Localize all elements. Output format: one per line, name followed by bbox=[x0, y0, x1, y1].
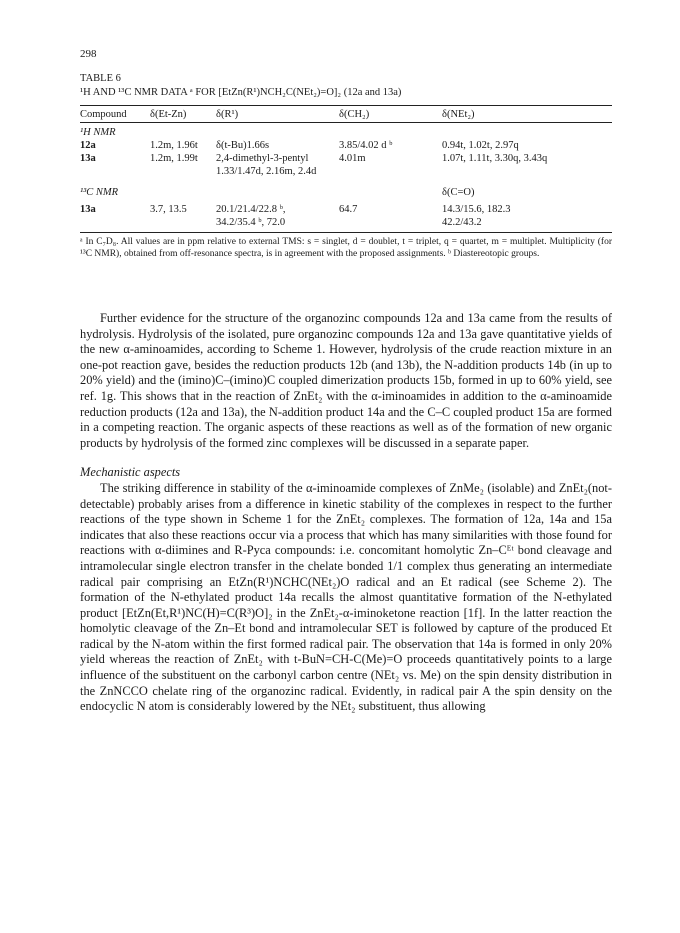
table-cell bbox=[150, 216, 216, 233]
table-row bbox=[80, 165, 612, 178]
col-header-compound: Compound bbox=[80, 106, 150, 123]
table-label: TABLE 6 bbox=[80, 73, 121, 84]
table-cell: 13a bbox=[80, 153, 96, 164]
table-row bbox=[80, 216, 612, 233]
table-cell: 34.2/35.4 ᵇ, 72.0 bbox=[216, 216, 339, 233]
nmr-data-table bbox=[80, 105, 612, 233]
page-number: 298 bbox=[80, 48, 97, 60]
table-cell bbox=[80, 216, 150, 233]
table-cell bbox=[80, 165, 150, 178]
table-cell: 12a bbox=[80, 140, 96, 151]
col-header-ch2: δ(CH₂) bbox=[339, 106, 442, 123]
table-cell bbox=[442, 165, 612, 178]
table-cell: 1.33/1.47d, 2.16m, 2.4d bbox=[216, 166, 317, 177]
table-cell bbox=[150, 165, 216, 178]
body-text bbox=[80, 311, 612, 715]
table-caption: ¹H AND ¹³C NMR DATA ᵃ FOR [EtZn(R¹)NCH₂C(NEt₂)=O]₂ (12a and 13a) bbox=[80, 87, 402, 98]
table-cell: 0.94t, 1.02t, 2.97q bbox=[442, 140, 519, 151]
col-header-et-zn: δ(Et-Zn) bbox=[150, 106, 216, 123]
paragraph-hydrolysis: Further evidence for the structure of the organozinc compounds 12a and 13a came from the results of hydrolysis. Hydrolysis of the isolated, pure organozinc compounds 12a and 13a gave quantitative yields of the new α-aminoamides, according to Scheme 1. However, hydrolysis of the crude reaction mixture in an one-pot reaction gave, besides the reduction products 12b (and 13b), the N-addition products 14b (in up to 20% yield) and the (imino)C–(imino)C coupled dimerization products 15b, formed in up to 60% yield, see ref. 1g. This shows that in the reaction of ZnEt₂ with the α-iminoamides in addition to the α-aminoamide reduction products (12a and 13a), the N-addition product 14a and the C–C coupled product 15a are formed in a competing reaction. The organic aspects of these reactions as well as of the formation of new organic products by hydrolysis of the formed zinc complexes will be discussed in a separate paper. bbox=[80, 311, 612, 450]
section-row-13c bbox=[80, 178, 612, 199]
table-cell: 3.7, 13.5 bbox=[150, 204, 187, 215]
table-cell: 14.3/15.6, 182.3 bbox=[442, 204, 511, 215]
table-cell bbox=[339, 165, 442, 178]
table-footnote: ᵃ In C₇D₈. All values are in ppm relative to external TMS: s = singlet, d = doublet, t = triplet, q = quartet, m = multiplet. Multiplicity (for ¹³C NMR), obtained from off-resonance spectra, is in agreement with the proposed assignments. ᵇ Diastereotopic groups. bbox=[80, 237, 612, 259]
table-cell: 20.1/21.4/22.8 ᵇ, bbox=[216, 204, 286, 215]
table-cell: 2,4-dimethyl-3-pentyl bbox=[216, 153, 309, 164]
table-row bbox=[80, 139, 612, 152]
section-label-13c: ¹³C NMR bbox=[80, 187, 119, 198]
section-extra-co: δ(C=O) bbox=[442, 187, 475, 198]
table-cell bbox=[339, 216, 442, 233]
table-header-row bbox=[80, 106, 612, 123]
section-row-1h bbox=[80, 123, 612, 140]
table-row bbox=[80, 152, 612, 165]
col-header-net2: δ(NEt₂) bbox=[442, 106, 612, 123]
table-cell: 3.85/4.02 d ᵇ bbox=[339, 140, 393, 151]
paragraph-mechanism: The striking difference in stability of the α-iminoamide complexes of ZnMe₂ (isolable) and ZnEt₂(not-detectable) probably arises from a difference in kinetic stability of the complexes in respect to the further reactions of the type shown in Scheme 1 for the ZnEt₂ complexes. The formation of 12a, 14a and 15a indicates that also these reactions occur via a process that which has many similarities with those found for reactions with α-diimines and R-Pyca compounds: i.e. concomitant homolytic Zn–Cᴱᵗ bond cleavage and intramolecular single electron transfer in the chelate bonded 1/1 complex thus generating an intermediate radical pair comprising an EtZn(R¹)NCHC(NEt₂)O radical and an Et radical (see Scheme 2). The formation of the N-ethylated product 14a recalls the almost quantitative formation of the N-ethylated product [EtZn(Et,R¹)NC(H)=C(R³)O]₂ in the ZnEt₂-α-iminoketone reaction [1f]. In the latter reaction the homolytic cleavage of the Zn–Et bond and intramolecular SET is followed by capture of the produced Et radical by the N-atom within the first formed radical pair. The observation that 14a is formed in only 20% yield whereas the reaction of ZnEt₂ with t-BuN=CH-C(Me)=O proceeds quantitatively points to a large influence of the substituent on the carbonyl carbon centre (NEt₂ vs. Me) on the spin density distribution in the ZnNCCO chelate ring of the organozinc radical. Evidently, in radical pair A the spin density on the endocyclic N atom is considerably lowered by the NEt₂ substituent, thus allowing bbox=[80, 480, 612, 714]
table-cell: δ(t-Bu)1.66s bbox=[216, 140, 270, 151]
table-row bbox=[80, 199, 612, 216]
table-cell: 42.2/43.2 bbox=[442, 216, 612, 233]
section-heading-mechanistic: Mechanistic aspects bbox=[80, 465, 181, 480]
section-label-1h: ¹H NMR bbox=[80, 127, 116, 138]
table-cell: 1.07t, 1.11t, 3.30q, 3.43q bbox=[442, 153, 548, 164]
table-cell: 1.2m, 1.99t bbox=[150, 153, 198, 164]
table-cell: 1.2m, 1.96t bbox=[150, 140, 198, 151]
table-cell: 13a bbox=[80, 204, 96, 215]
table-cell: 4.01m bbox=[339, 153, 366, 164]
nmr-table-block bbox=[80, 72, 612, 260]
table-cell: 64.7 bbox=[339, 204, 358, 215]
col-header-r1: δ(R¹) bbox=[216, 106, 339, 123]
